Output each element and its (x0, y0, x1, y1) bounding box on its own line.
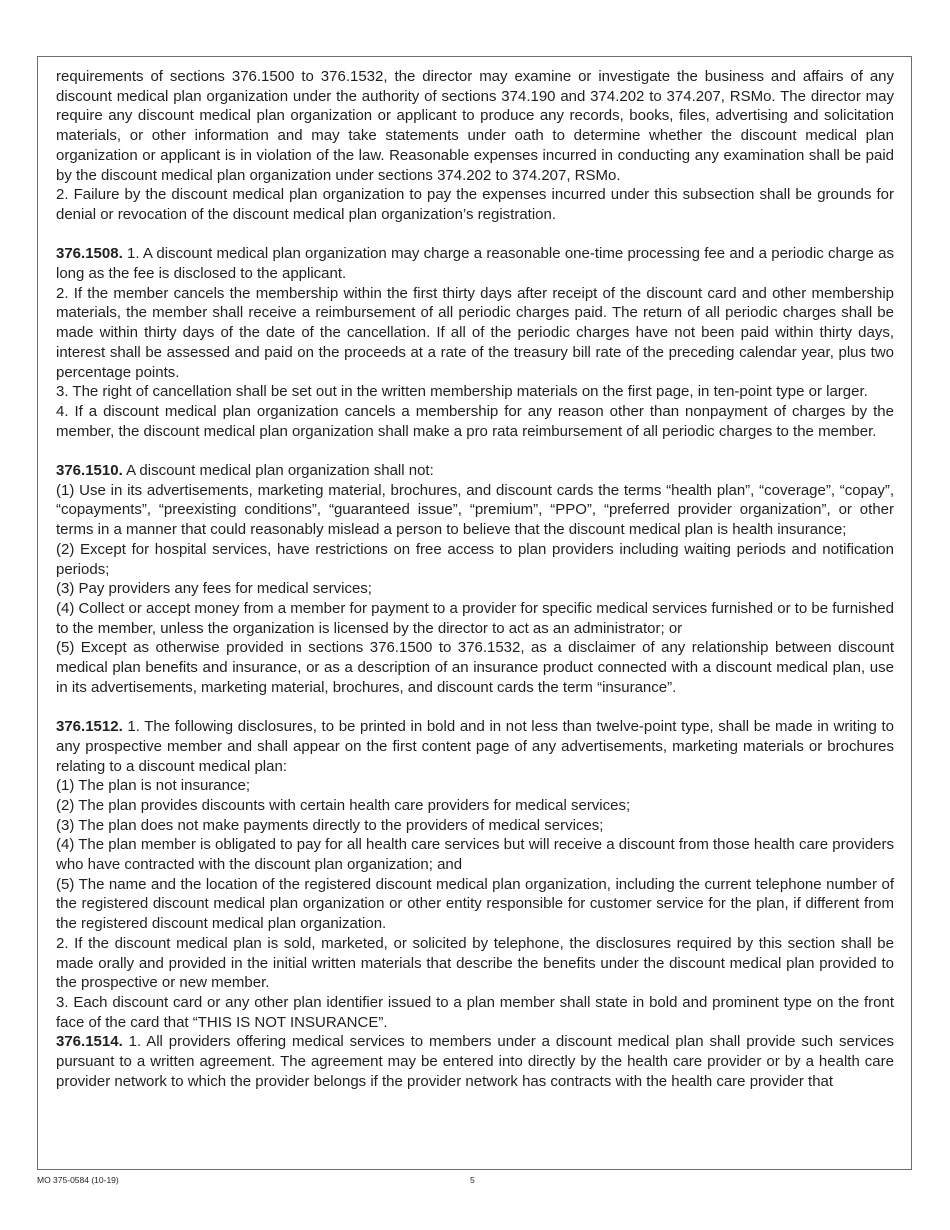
paragraph-text: 2. Failure by the discount medical plan organization to pay the expenses incurred under this subsection shall be grounds for denial or revocation of the discount medical plan organization’s registration. (56, 186, 894, 223)
paragraph-text: (5) Except as otherwise provided in sections 376.1500 to 376.1532, as a disclaimer of any relationship between discount medical plan benefits and insurance, or as a description of an insurance product connected with a discount medical plan, use in its advertisements, marketing material, brochures, and discount cards the term “insurance”. (56, 639, 894, 696)
paragraph-text: 2. If the discount medical plan is sold, marketed, or solicited by telephone, the disclosures required by this section shall be made orally and provided in the initial written materials that describe the benefits under the discount medical plan provided to the prospective or new member. (56, 934, 894, 992)
form-number: MO 375-0584 (10-19) (37, 1175, 119, 1185)
paragraph-text: requirements of sections 376.1500 to 376.1532, the director may examine or investigate the business and affairs of any discount medical plan organization under the authority of sections 374.190 and 374.202 to 374.207, RSMo. The director may require any discount medical plan organization or applicant to produce any records, books, files, advertising and solicitation materials, or other information and may take statements under oath to determine whether the discount medical plan organization or applicant is in violation of the law. Reasonable expenses incurred in conducting any examination shall be paid by the discount medical plan organization under sections 374.202 to 374.207, RSMo. (56, 68, 894, 184)
paragraph-text: A discount medical plan organization shall not: (122, 462, 434, 480)
section-number: 376.1510. (56, 462, 123, 480)
paragraph-text: (5) The name and the location of the registered discount medical plan organization, including the current telephone number of the registered discount medical plan organization or other entity responsible for customer service for the plan, if different from the registered discount medical plan organization. (56, 875, 894, 933)
paragraph (56, 717, 894, 776)
paragraph-text: 2. If the member cancels the membership within the first thirty days after receipt of the discount card and other membership materials, the member shall receive a reimbursement of all periodic charges paid. The return of all periodic charges shall be made within thirty days of the date of the cancellation. If all of the periodic charges have not been paid within thirty days, interest shall be assessed and paid on the proceeds at a rate of the treasury bill rate of the preceding calendar year, plus two percentage points. (56, 284, 894, 381)
paragraph (56, 540, 894, 579)
paragraph (56, 481, 894, 540)
paragraph (56, 776, 894, 796)
section-number: 376.1512. (56, 718, 123, 736)
paragraph (56, 599, 894, 638)
paragraph (56, 67, 894, 185)
paragraph-text: (2) The plan provides discounts with certain health care providers for medical services; (56, 796, 631, 814)
paragraph (56, 934, 894, 993)
paragraph (56, 875, 894, 934)
paragraph-text: (3) Pay providers any fees for medical services; (56, 580, 372, 598)
paragraph (56, 284, 894, 383)
paragraph (56, 461, 894, 481)
paragraph (56, 382, 894, 402)
paragraph (56, 244, 894, 283)
document-body (56, 67, 894, 1092)
paragraph-text: (1) Use in its advertisements, marketing material, brochures, and discount cards the terms “health plan”, “coverage”, “copay”, “copayments”, “preexisting conditions”, “guaranteed issue”, “premium”, “PPO”, “preferred provider organization”, or other terms in a manner that could reasonably mislead a person to believe that the discount medical plan is health insurance; (56, 481, 894, 539)
paragraph-text: (4) Collect or accept money from a member for payment to a provider for specific medical services furnished or to be furnished to the member, unless the organization is licensed by the director to act as an administrator; or (56, 599, 894, 637)
paragraph (56, 402, 894, 441)
paragraph-text: 1. A discount medical plan organization may charge a reasonable one-time processing fee and a periodic charge as long as the fee is disclosed to the applicant. (56, 245, 894, 283)
paragraph (56, 835, 894, 874)
paragraph (56, 185, 894, 224)
section-number: 376.1514. (56, 1033, 123, 1051)
paragraph-text: (4) The plan member is obligated to pay for all health care services but will receive a discount from those health care providers who have contracted with the discount plan organization; and (56, 836, 894, 874)
paragraph-text: 3. Each discount card or any other plan identifier issued to a plan member shall state in bold and prominent type on the front face of the card that “THIS IS NOT INSURANCE”. (56, 994, 894, 1031)
paragraph-text: 3. The right of cancellation shall be set out in the written membership materials on the first page, in ten-point type or larger. (56, 383, 868, 401)
page-number: 5 (470, 1175, 475, 1185)
paragraph-text: (1) The plan is not insurance; (56, 777, 250, 795)
paragraph (56, 579, 894, 599)
paragraph-text: (2) Except for hospital services, have restrictions on free access to plan providers including waiting periods and notification periods; (56, 540, 894, 578)
page-frame (37, 56, 912, 1170)
section-number: 376.1508. (56, 245, 123, 263)
paragraph (56, 816, 894, 836)
paragraph-text: 4. If a discount medical plan organization cancels a membership for any reason other than nonpayment of charges by the member, the discount medical plan organization shall make a pro rata reimbursement of all periodic charges to the member. (56, 402, 894, 440)
paragraph-text: (3) The plan does not make payments directly to the providers of medical services; (56, 816, 604, 834)
paragraph-text: 1. All providers offering medical services to members under a discount medical plan shall provide such services pursuant to a written agreement. The agreement may be entered into directly by the health care provider or by a health care provider network to which the provider belongs if the provider network has contracts with the health care provider that (56, 1033, 894, 1090)
paragraph-text: 1. The following disclosures, to be printed in bold and in not less than twelve-point type, shall be made in writing to any prospective member and shall appear on the first content page of any advertisements, marketing materials or brochures relating to a discount medical plan: (56, 718, 894, 775)
paragraph (56, 1032, 894, 1091)
paragraph (56, 993, 894, 1032)
paragraph (56, 796, 894, 816)
paragraph (56, 638, 894, 697)
